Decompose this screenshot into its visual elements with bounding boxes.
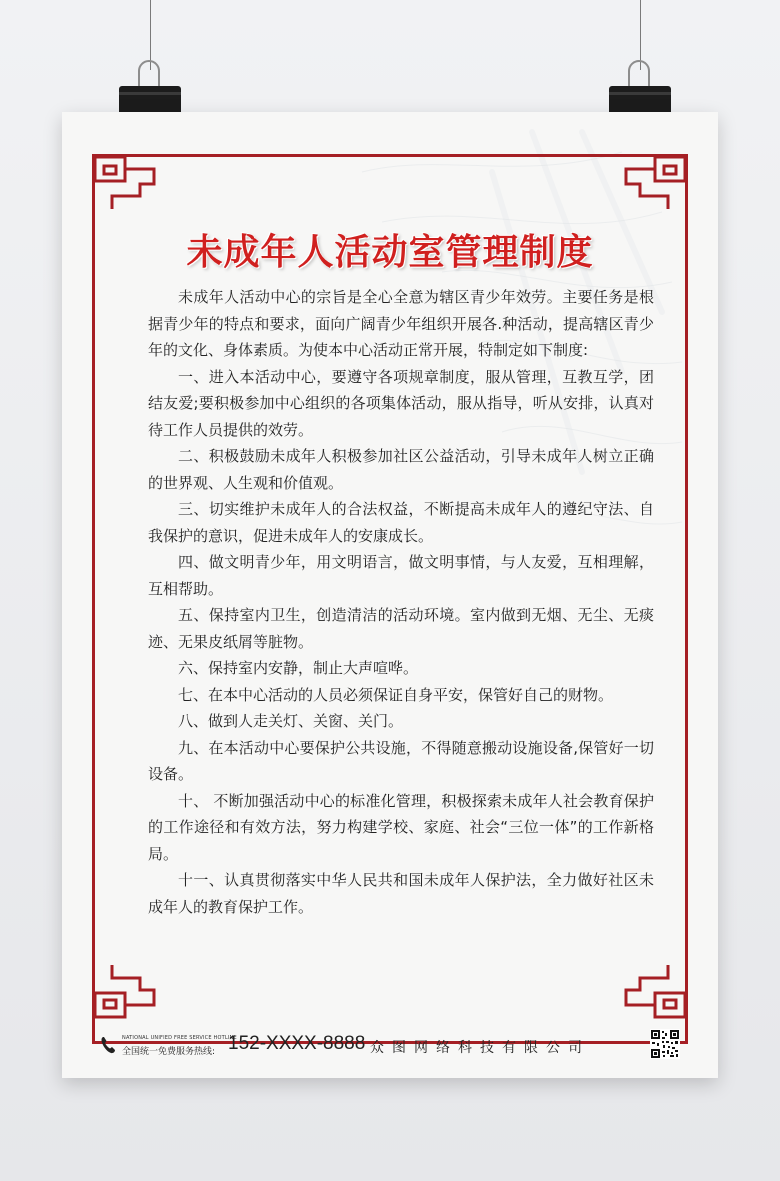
- poster-title: 未成年人活动室管理制度: [186, 232, 594, 273]
- frame-corner-ornament-bottom-right: [618, 960, 688, 1020]
- paragraph-rule-4: 四、做文明青少年，用文明语言，做文明事情，与人友爱，互相理解，互相帮助。: [148, 553, 654, 598]
- poster: [62, 112, 718, 1078]
- qr-code-icon: [650, 1029, 680, 1059]
- paragraph-rule-1: 一、进入本活动中心，要遵守各项规章制度，服从管理，互教互学，团结友爱;要积极参加中心组织的各项集体活动，服从指导，听从安排，认真对待工作人员提供的效劳。: [148, 367, 654, 439]
- frame-corner-ornament-top-right: [618, 154, 688, 214]
- paragraph-rule-5: 五、保持室内卫生，创造清洁的活动环境。室内做到无烟、无尘、无痰迹、无果皮纸屑等脏物。: [148, 606, 654, 651]
- hotline-label: 全国统一免费服务热线:: [122, 1047, 216, 1057]
- phone-icon: [100, 1036, 116, 1054]
- regulation-text: [148, 284, 654, 920]
- paragraph-rule-6: 六、保持室内安静，制止大声喧哗。: [178, 659, 419, 677]
- hotline-number: 152-XXXX-8888: [228, 1033, 366, 1054]
- paragraph-rule-9: 九、在本活动中心要保护公共设施，不得随意搬动设施设备,保管好一切设备。: [148, 738, 654, 783]
- paragraph-rule-11: 十一、认真贯彻落实中华人民共和国未成年人保护法，全力做好社区未成年人的教育保护工作。: [148, 871, 654, 916]
- binder-clip-right: [609, 60, 671, 120]
- paragraph-rule-3: 三、切实维护未成年人的合法权益，不断提高未成年人的遵纪守法、自我保护的意识，促进未成年人的安康成长。: [148, 500, 654, 545]
- company-name: 众图网络科技有限公司: [370, 1040, 590, 1056]
- hotline-english: NATIONAL UNIFIED FREE SERVICE HOTLINE: [122, 1035, 237, 1041]
- paragraph-rule-10: 十、 不断加强活动中心的标准化管理，积极探索未成年人社会教育保护的工作途径和有效方法，努力构建学校、家庭、社会“三位一体”的工作新格局。: [148, 791, 654, 863]
- poster-footer: [92, 1025, 688, 1065]
- binder-clip-left: [119, 60, 181, 120]
- paragraph-rule-7: 七、在本中心活动的人员必须保证自身平安，保管好自己的财物。: [178, 685, 614, 704]
- paragraph-rule-8: 八、做到人走关灯、关窗、关门。: [178, 712, 404, 730]
- frame-corner-ornament-top-left: [92, 154, 162, 214]
- paragraph-intro: 未成年人活动中心的宗旨是全心全意为辖区青少年效劳。主要任务是根据青少年的特点和要求，面向广阔青少年组织开展各.种活动，提高辖区青少年的文化、身体素质。为使本中心活动正常开展，特制定如下制度:: [148, 288, 654, 359]
- frame-corner-ornament-bottom-left: [92, 960, 162, 1020]
- paragraph-rule-2: 二、积极鼓励未成年人积极参加社区公益活动，引导未成年人树立正确的世界观、人生观和价值观。: [148, 447, 654, 492]
